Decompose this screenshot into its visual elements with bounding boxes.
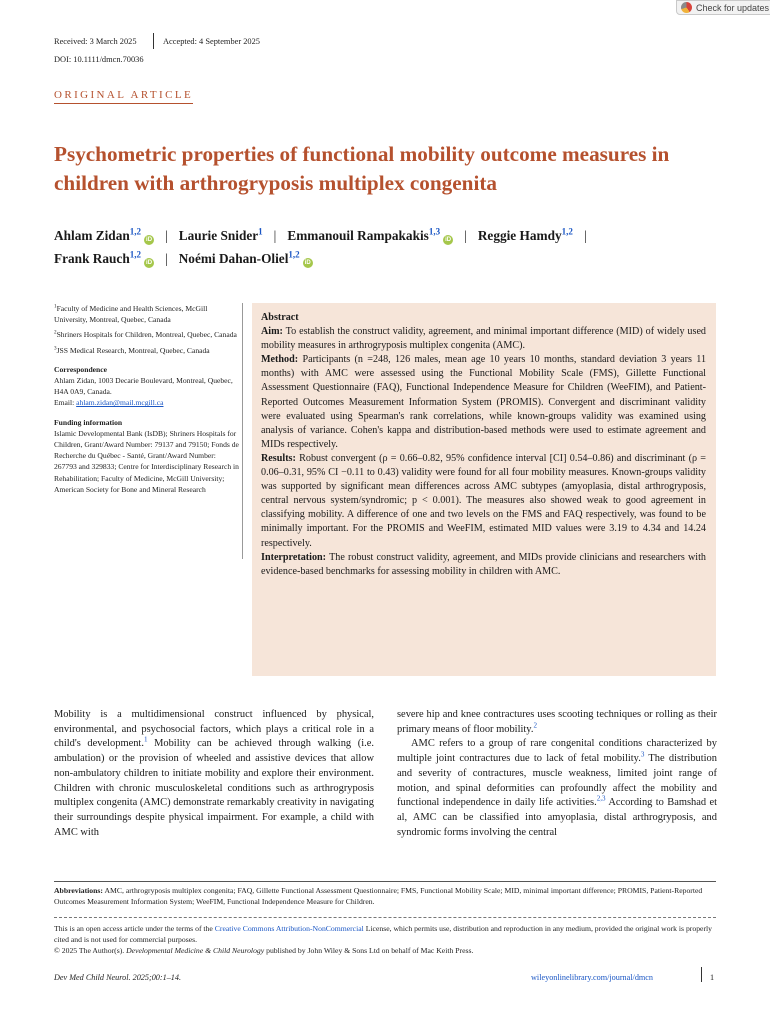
correspondence-email-line: Email: ahlam.zidan@mail.mcgill.ca <box>54 398 164 408</box>
abstract-method: Method: Participants (n =248, 126 males, mean age 10 years 10 months, standard deviation 3 years 11 months) with AMC were assessed using the Functional Mobility Scale (FMS), Gillette Functional Assessment Questionnaire (FAQ), Functional Independence Measure for Children (WeeFIM), and Patient-Reported Outcomes Measurement Information System (PROMIS). Convergent and discriminant validity were evaluated using Spearman's rank correlations, while known-groups validity was examined using analysis of variance. Cohen's kappa and distribution-based methods were used to estimate agreement and MIDs respectively. <box>261 354 707 450</box>
author-separator: | <box>165 251 168 266</box>
journal-url-link[interactable]: wileyonlinelibrary.com/journal/dmcn <box>531 973 654 982</box>
footnote-rule <box>54 881 716 882</box>
body-paragraph: severe hip and knee contractures uses scooting techniques or rolling as their primary means of floor mobility.$^2$ <box>397 709 717 735</box>
column-divider <box>242 303 243 559</box>
body-paragraph: Mobility is a multidimensional construct influenced by physical, environmental, and psychosocial factors, which plays a critical role in a child's development.$^1$ Mobility can be achieved through walking (i.e. ambulation) or the provision of wheeled and assistive devices that allow non-ambulatory children to initiate mobility and explore their environment. Children with chronic musculoskeletal conditions such as arthrogryposis multiplex congenita (AMC) demonstrate remarkably creativity in navigating their surroundings despite physical impairment. For example, a child with AMC with <box>54 709 374 838</box>
abstract-results: Results: Robust convergent (ρ = 0.66–0.82, 95% confidence interval [CI] 0.54–0.86) and discriminant (ρ = 0.06–0.31, 95% CI −0.11 to 0.43) validity were found for all four mobility measures. Known-groups validity was supported by significant mean differences across AMC subtypes (amyoplasia, distal arthrogryposis, central nervous system/syndromic; p < 0.001). The measures also showed weak to good agreement in classifying mobility. A difference of one and two levels on the FMS and FAQ respectively, was found to be minimally important. For the PROMIS and WeeFIM, estimated MID values were 3.19 to 4.34 and 14.24 respectively. <box>261 452 706 549</box>
page-number: 1 <box>710 973 715 982</box>
author-line-1 <box>54 224 744 248</box>
author[interactable]: Emmanouil Rampakakis$^{1,3}$iD <box>287 226 452 243</box>
received-date: Received: 3 March 2025 <box>54 37 137 46</box>
citation-link[interactable]: 3 <box>640 750 645 759</box>
citation-link[interactable]: 1 <box>143 735 148 744</box>
check-for-updates-badge[interactable] <box>676 0 770 15</box>
affiliation: $^1$Faculty of Medicine and Health Sciences, McGill University, Montreal, Quebec, Canada <box>54 303 208 325</box>
section-label: ORIGINAL ARTICLE <box>54 89 193 104</box>
abstract-aim: Aim: To establish the construct validity, agreement, and minimal important difference (MID) of widely used mobility measures in arthrogryposis multiplex congenita (AMC). <box>261 326 706 352</box>
author-line-2 <box>54 247 744 271</box>
orcid-icon[interactable]: iD <box>445 237 452 243</box>
author-separator: | <box>583 228 587 243</box>
abstract-heading: Abstract <box>261 312 299 323</box>
license-link[interactable]: Creative Commons Attribution-NonCommercial <box>214 924 364 933</box>
affiliation: $^3$JSS Medical Research, Montreal, Quebec, Canada <box>54 345 210 355</box>
article-title: Psychometric properties of functional mobility outcome measures in children with arthrogryposis multiplex congenita <box>54 142 670 195</box>
doi: DOI: 10.1111/dmcn.70036 <box>54 55 144 64</box>
body-paragraph: AMC refers to a group of rare congenital conditions characterized by multiple joint contractures due to lack of fetal mobility.$^3$ The distribution and severity of contractures, muscle weakness, limited joint range of motion, and spinal deformities can profoundly affect the mobility and functional independence in daily life activities.$^{2,3}$ According to Bamshad et al, AMC can be classified into amyoplasia, distal arthrogryposis, and syndromic forms involving the central <box>397 738 717 838</box>
author[interactable]: Reggie Hamdy$^{1,2}$ <box>477 226 573 243</box>
abstract-box <box>252 303 716 676</box>
correspondence-text: Ahlam Zidan, 1003 Decarie Boulevard, Montreal, Quebec, H4A 0A9, Canada. <box>54 376 233 397</box>
abstract-interpretation: Interpretation: The robust construct validity, agreement, and MIDs provide clinicians and researchers with evidence-based benchmarks for assessing mobility in children with AMC. <box>261 551 706 577</box>
article-info-column <box>54 303 239 495</box>
orcid-icon[interactable]: iD <box>146 237 153 243</box>
license-rule <box>54 917 716 918</box>
author-separator: | <box>464 228 467 243</box>
meta-divider <box>153 33 154 49</box>
body-column-left <box>54 708 374 840</box>
affiliation: $^2$Shriners Hospitals for Children, Montreal, Quebec, Canada <box>54 329 237 340</box>
footer-divider <box>701 967 702 982</box>
author[interactable]: Frank Rauch$^{1,2}$iD <box>54 249 153 266</box>
abbreviations: Abbreviations: AMC, arthrogryposis multiplex congenita; FAQ, Gillette Functional Assessment Questionnaire; FMS, Functional Mobility Scale; MID, minimal important difference; PROMIS, Patient-Reported Outcomes Measurement Information System; WeeFIM, Functional Independence Measure for Children. <box>54 886 703 907</box>
footer-citation: Dev Med Child Neurol. 2025;00:1–14. <box>54 973 182 982</box>
check-updates-label: Check for updates <box>696 2 770 13</box>
funding-heading: Funding information <box>54 417 123 427</box>
body-column-right <box>397 708 717 840</box>
orcid-icon[interactable]: iD <box>304 260 311 266</box>
author[interactable]: Laurie Snider$^1$ <box>178 226 263 243</box>
author-separator: | <box>273 228 277 243</box>
author[interactable]: Noémi Dahan-Oliel$^{1,2}$iD <box>178 249 311 266</box>
citation-link[interactable]: 2 <box>533 721 537 730</box>
email-link[interactable]: ahlam.zidan@mail.mcgill.ca <box>76 398 164 408</box>
accepted-date: Accepted: 4 September 2025 <box>163 37 260 46</box>
orcid-icon[interactable]: iD <box>146 260 153 266</box>
author-separator: | <box>165 228 168 243</box>
license-notice: This is an open access article under the terms of the Creative Commons Attribution-NonCommercial License, which permits use, distribution and reproduction in any medium, provided the original work is properly cited and is not used for commercial purposes. © 2025 The Author(s). Developmental Medicine & Child Neurology published by John Wiley & Sons Ltd on behalf of Mac Keith Press. <box>54 924 712 956</box>
citation-link[interactable]: 2,3 <box>596 794 606 803</box>
author[interactable]: Ahlam Zidan$^{1,2}$iD <box>54 226 153 243</box>
funding-text: Islamic Developmental Bank (IsDB); Shriners Hospitals for Children, Grant/Award Number: 79137 and 79150; Fonds de Recherche du Québec - Santé, Grant/Award Number: 267793 and 329833; Centre for Interdisciplinary Research in Rehabilitation; Faculty of Medicine, McGill University; American Society for Bone and Mineral Research <box>54 428 239 494</box>
check-updates-icon <box>681 2 692 13</box>
correspondence-heading: Correspondence <box>54 364 108 374</box>
